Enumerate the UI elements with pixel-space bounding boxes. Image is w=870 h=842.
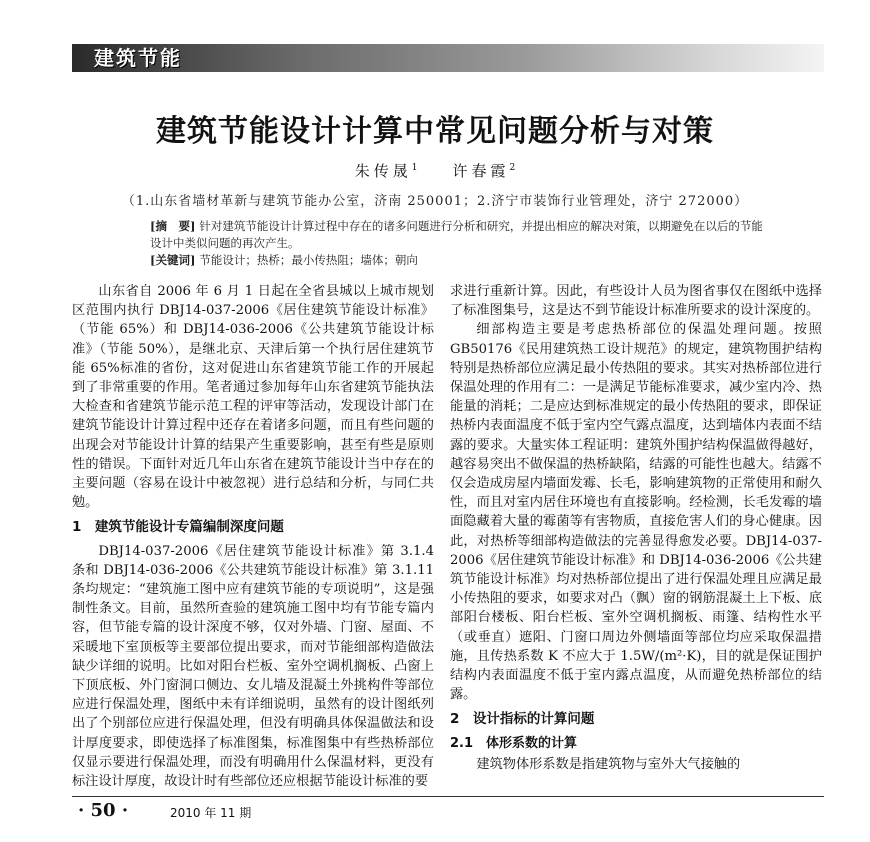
header-gradient-bar bbox=[72, 44, 824, 72]
article-title: 建筑节能设计计算中常见问题分析与对策 bbox=[156, 114, 714, 149]
body-paragraph: DBJ14-037-2006《居住建筑节能设计标准》第 3.1.4 条和 DBJ14-036-2006《公共建筑节能设计标准》第 3.1.11 条均规定：“建筑施工图中应有建筑节能的专项说明”，这是强制性条文。目前，虽然所查验的建筑施工图中均有节能专篇内容，但节能专篇的设计深度不够，仅对外墙、门窗、屋面、不采暖地下室顶板等主要部位提出要求，而对节能细部构造做法缺少详细的说明。比如对阳台栏板、室外空调机搁板、凸窗上下顶底板、外门窗洞口侧边、女儿墙及混凝土外挑构件等部位应进行保温处理，图纸中未有详细说明，虽然有的设计图纸列出了个别部位应进行保温处理，但没有明确具体保温做法和设计厚度要求，即使选择了标准图集，标准图集中有些热桥部位仅显示要进行保温处理，而没有明确用什么保温材料，更没有标注设计厚度，故设计时有些部位还应根据节能设计标准的要 bbox=[72, 543, 434, 790]
author-sup: 1 bbox=[411, 163, 418, 173]
issue-label: 2010 年 11 期 bbox=[170, 806, 252, 820]
abstract-text: 针对建筑节能设计计算过程中存在的诸多问题进行分析和研究，并提出相应的解决对策，以期避免在以后的节能设计中类似问题的再次产生。 bbox=[150, 219, 763, 250]
body-paragraph: 建筑物体形系数是指建筑物与室外大气接触的 bbox=[476, 756, 741, 772]
author-line bbox=[0, 160, 870, 181]
section-heading: 1 建筑节能设计专篇编制深度问题 bbox=[72, 519, 284, 536]
abstract-block bbox=[150, 218, 770, 269]
keywords-text: 节能设计；热桥；最小传热阻；墙体；朝向 bbox=[199, 253, 418, 267]
footer-rule bbox=[72, 796, 824, 797]
keywords-paragraph bbox=[150, 252, 770, 269]
section-label: 建筑节能 bbox=[94, 46, 182, 70]
body-paragraph: 求进行重新计算。因此，有些设计人员为图省事仅在图纸中选择了标准图集号，这是达不到节能设计标准所要求的设计深度的。 bbox=[450, 284, 822, 319]
section-heading: 2 设计指标的计算问题 bbox=[450, 711, 595, 728]
intro-paragraph: 山东省自 2006 年 6 月 1 日起在全省县城以上城市规划区范围内执行 DBJ14-037-2006《居住建筑节能设计标准》（节能 65%）和 DBJ14-036-2006《公共建筑节能设计标准》（节能 50%），是继北京、天津后第一个执行居住建筑节能 65%标准的省份，这对促进山东省建筑节能工作的开展起到了非常重要的作用。笔者通过参加每年山东省建筑节能执法大检查和省建筑节能示范工程的评审等活动，发现设计部门在建筑节能设计计算过程中还存在着诸多问题，而且有些问题的出现会对节能设计计算的结果产生重要影响，甚至有些是原则性的错误。下面针对近几年山东省在建筑节能设计当中存在的主要问题（容易在设计中被忽视）进行总结和分析，与同仁共勉。 bbox=[72, 284, 434, 511]
right-column bbox=[450, 282, 822, 774]
subsection-heading: 2.1 体形系数的计算 bbox=[450, 735, 578, 751]
section-header-band bbox=[72, 40, 824, 76]
abstract-paragraph bbox=[150, 218, 770, 252]
abstract-tag: [摘 要] bbox=[150, 219, 196, 233]
author-name: 许春霞 bbox=[452, 162, 510, 180]
keywords-tag: [关键词] bbox=[150, 253, 196, 267]
author-sup: 2 bbox=[509, 163, 516, 173]
affiliation: （1.山东省墙材革新与建筑节能办公室，济南 250001；2.济宁市装饰行业管理处，济宁 272000） bbox=[121, 194, 749, 209]
left-column bbox=[72, 282, 434, 791]
page-number: · 50 · bbox=[78, 800, 129, 821]
author-name: 朱传晟 bbox=[354, 162, 412, 180]
body-paragraph: 细部构造主要是考虑热桥部位的保温处理问题。按照 GB50176《民用建筑热工设计规范》的规定，建筑物围护结构特别是热桥部位应满足最小传热阻的要求。其实对热桥部位进行保温处理的作用有二：一是满足节能标准要求，减少室内冷、热能量的消耗；二是应达到标准规定的最小传热阻的要求，即保证热桥内表面温度不低于室内空气露点温度，达到墙体内表面不结露的要求。大量实体工程证明：建筑外围护结构保温做得越好，越容易突出不做保温的热桥缺陷，结露的可能性也越大。结露不仅会造成房屋内墙面发霉、长毛，影响建筑物的正常使用和耐久性，而且对室内居住环境也有直接影响。经检测，长毛发霉的墙面隐藏着大量的霉菌等有害物质，直接危害人们的身心健康。因此，对热桥等细部构造做法的完善显得愈发必要。DBJ14-037-2006《居住建筑节能设计标准》和 DBJ14-036-2006《公共建筑节能设计标准》均对热桥部位提出了进行保温处理且应满足最小传热阻的要求，如要求对凸（飘）窗的钢筋混凝土上下板、底部阳台楼板、阳台栏板、室外空调机搁板、雨篷、结构性水平（或垂直）遮阳、门窗口周边外侧墙面等部位均应采取保温措施，且传热系数 K 不应大于 1.5W/(m²·K)，目的就是保证围护结构内表面温度不低于室内露点温度，从而避免热桥部位的结露。 bbox=[450, 322, 822, 703]
